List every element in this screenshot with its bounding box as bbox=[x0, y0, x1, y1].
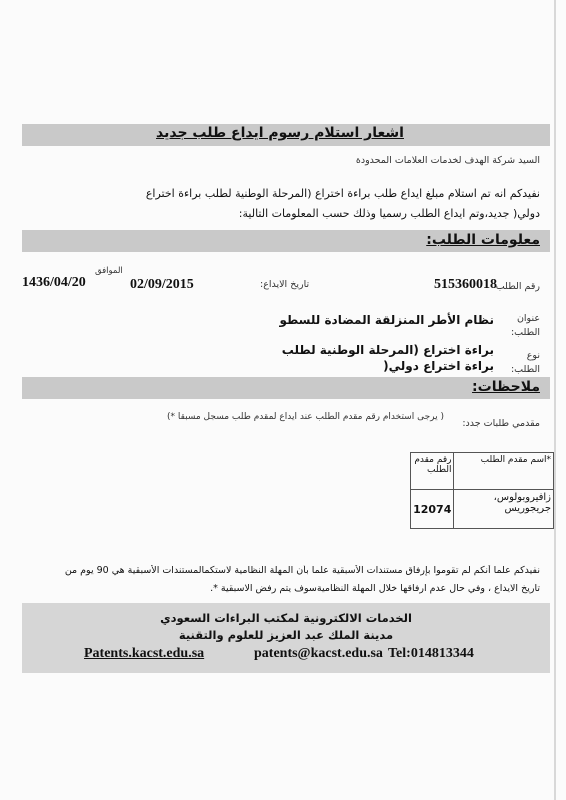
footer-line-2: مدينة الملك عبد العزيز للعلوم والتقنية bbox=[178, 628, 394, 642]
intro-line-1: نفيدكم انه تم استلام مبلغ ايداع طلب براءة اختراع (المرحلة الوطنية لطلب براءة اختراع bbox=[145, 187, 540, 200]
addressee: السيد شركة الهدف لخدمات العلامات المحدودة bbox=[355, 155, 540, 166]
filing-date-label: تاريخ الايداع: bbox=[260, 279, 310, 290]
notice-line-2: تاريخ الايداع ، وفي حال عدم ارفاقها خلال المهلة النظاميةسوف يتم رفض الاسبقية *. bbox=[210, 583, 540, 594]
scan-edge-line bbox=[554, 0, 556, 800]
footer-email-link[interactable]: patents@kacst.edu.sa bbox=[254, 646, 383, 661]
footer-line-1: الخدمات الالكترونية لمكتب البراءات السعودي bbox=[160, 611, 412, 625]
applicant-name-header: *اسم مقدم الطلب bbox=[454, 453, 554, 490]
application-number-label: رقم الطلب bbox=[495, 281, 540, 292]
title-label: عنوان الطلب: bbox=[510, 313, 540, 338]
intro-line-2: دولي( جديد،وتم ايداع الطلب رسميا وذلك حسب المعلومات التالية: bbox=[238, 207, 540, 220]
type-label: نوع الطلب: bbox=[510, 350, 540, 375]
table-row bbox=[411, 490, 554, 529]
notice-line-1: نفيدكم علما أنكم لم تقوموا بإرفاق مستندات الأسبقية علما بأن المهلة النظامية لاستكمالمستندات الأسبقية هي 90 يوم من bbox=[64, 565, 540, 576]
applicant-number-header: رقم مقدم الطلب bbox=[411, 453, 454, 490]
corresponding-label: الموافق bbox=[95, 266, 123, 276]
filing-date: 02/09/2015 bbox=[130, 277, 194, 292]
applicant-number: 12074 bbox=[411, 490, 454, 529]
notes-bar bbox=[22, 377, 550, 399]
applicant-name: زافيروبولوس، جريجوريس bbox=[454, 490, 554, 529]
table-header-row bbox=[411, 453, 554, 490]
document-title: اشعار استلام رسوم ايداع طلب جديد bbox=[156, 125, 404, 141]
application-title: نظام الأطر المنزلقة المضادة للسطو bbox=[279, 313, 494, 327]
new-applicants-note: ( يرجى استخدام رقم مقدم الطلب عند ايداع لمقدم طلب مسجل مسبقا *) bbox=[166, 412, 444, 422]
application-info-heading: معلومات الطلب: bbox=[426, 232, 540, 248]
footer-website-link[interactable]: Patents.kacst.edu.sa bbox=[84, 646, 205, 661]
applicants-table bbox=[410, 452, 554, 529]
footer-telephone: Tel:014813344 bbox=[388, 646, 474, 661]
type-line-1: براءة اختراع (المرحلة الوطنية لطلب bbox=[281, 343, 494, 357]
application-number: 515360018 bbox=[434, 277, 497, 292]
type-line-2: براءة اختراع دولي( bbox=[383, 359, 494, 373]
notes-heading: ملاحظات: bbox=[472, 379, 540, 395]
hijri-date: 1436/04/20 bbox=[22, 275, 86, 290]
new-applicants-label: مقدمي طلبات جدد: bbox=[462, 418, 540, 429]
